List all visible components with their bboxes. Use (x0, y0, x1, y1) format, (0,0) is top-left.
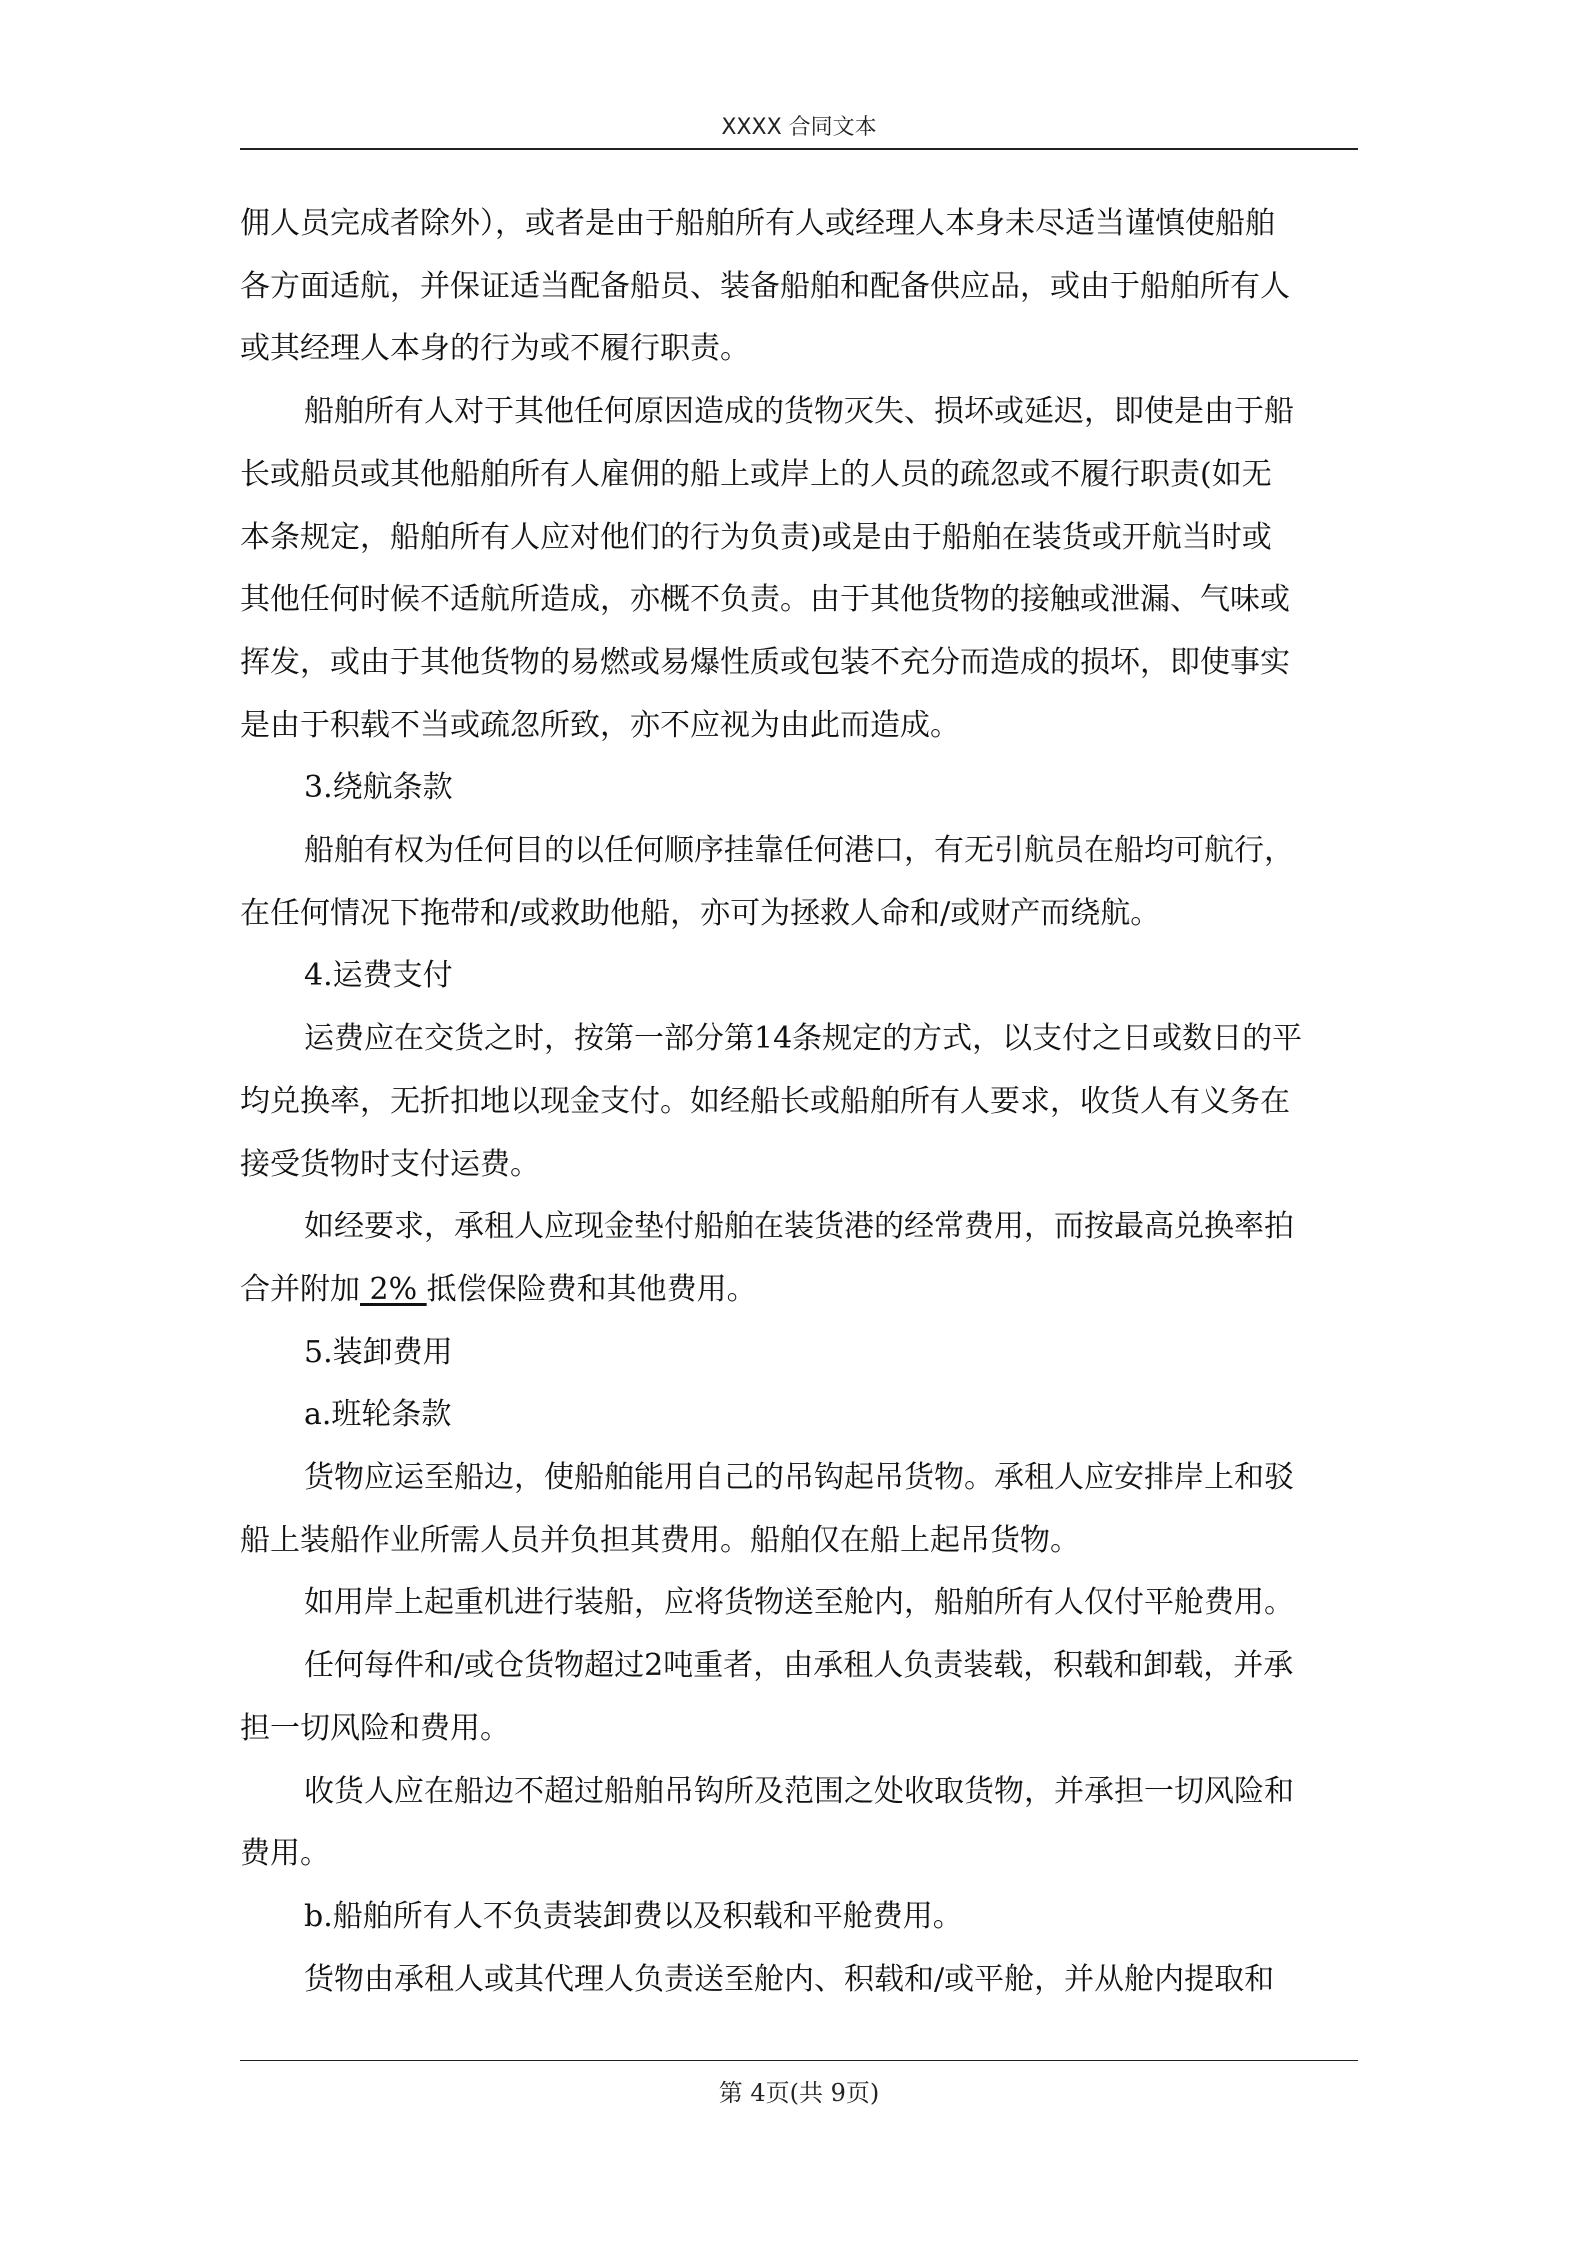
document-body (240, 193, 1358, 2011)
section-heading: 5.装卸费用 (304, 1334, 453, 1370)
text-line: 本条规定，船舶所有人应对他们的行为负责)或是由于船舶在装货或开航当时或 (240, 519, 1272, 555)
text-line: 船舶有权为任何目的以任何顺序挂靠任何港口，有无引航员在船均可航行， (304, 833, 1294, 869)
subsection-heading: a.班轮条款 (304, 1397, 452, 1433)
text-line: 佣人员完成者除外），或者是由于船舶所有人或经理人本身未尽适当谨慎使船舶 (240, 206, 1275, 241)
text-line: 挥发，或由于其他货物的易燃或易爆性质或包装不充分而造成的损坏，即使事实 (240, 644, 1290, 680)
text-line: 接受货物时支付运费。 (240, 1146, 540, 1182)
text-line: 货物由承租人或其代理人负责送至舱内、积载和/或平舱，并从舱内提取和 (304, 1961, 1275, 1997)
text-line: 其他任何时候不适航所造成，亦概不负责。由于其他货物的接触或泄漏、气味或 (240, 582, 1290, 618)
filled-blank: 2% (360, 1271, 427, 1307)
text-line: 运费应在交货之时，按第一部分第14条规定的方式，以支付之日或数日的平 (304, 1021, 1303, 1057)
text-line: 收货人应在船边不超过船舶吊钩所及范围之处收取货物，并承担一切风险和 (304, 1773, 1294, 1809)
section-heading: 4.运费支付 (304, 958, 453, 994)
header-title: XXXX 合同文本 (721, 115, 877, 140)
text-line: 船舶所有人对于其他任何原因造成的货物灭失、损坏或延迟，即使是由于船 (304, 394, 1294, 430)
text-line: 货物应运至船边，使船舶能用自己的吊钩起吊货物。承租人应安排岸上和驳 (304, 1460, 1294, 1496)
text-line: 如用岸上起重机进行装船，应将货物送至舱内，船舶所有人仅付平舱费用。 (304, 1585, 1294, 1621)
page-number: 第 4页(共 9页) (718, 2079, 880, 2107)
text-segment: 抵偿保险费和其他费用。 (426, 1271, 757, 1307)
section-heading: 3.绕航条款 (304, 770, 453, 806)
footer-divider (240, 2060, 1358, 2061)
text-line: 各方面适航，并保证适当配备船员、装备船舶和配备供应品，或由于船舶所有人 (240, 268, 1290, 304)
text-line: 如经要求，承租人应现金垫付船舶在装货港的经常费用，而按最高兑换率拍 (304, 1209, 1294, 1245)
text-line: 均兑换率，无折扣地以现金支付。如经船长或船舶所有人要求，收货人有义务在 (240, 1083, 1290, 1119)
header-divider (240, 148, 1358, 150)
text-line: 或其经理人本身的行为或不履行职责。 (240, 331, 750, 367)
text-line: 船上装船作业所需人员并负担其费用。船舶仅在船上起吊货物。 (240, 1522, 1080, 1558)
text-line: 长或船员或其他船舶所有人雇佣的船上或岸上的人员的疏忽或不履行职责(如无 (240, 456, 1272, 492)
text-line: 担一切风险和费用。 (240, 1710, 510, 1746)
text-line (240, 1259, 1358, 1322)
text-segment: 合并附加 (240, 1271, 360, 1307)
text-line: 是由于积载不当或疏忽所致，亦不应视为由此而造成。 (240, 707, 960, 743)
text-line: 任何每件和/或仓货物超过2吨重者，由承租人负责装载，积载和卸载，并承 (304, 1648, 1294, 1684)
text-line: 在任何情况下拖带和/或救助他船，亦可为拯救人命和/或财产而绕航。 (240, 895, 1161, 931)
text-line: 费用。 (240, 1836, 330, 1872)
subsection-heading: b.船舶所有人不负责装卸费以及积载和平舱费用。 (304, 1898, 963, 1934)
